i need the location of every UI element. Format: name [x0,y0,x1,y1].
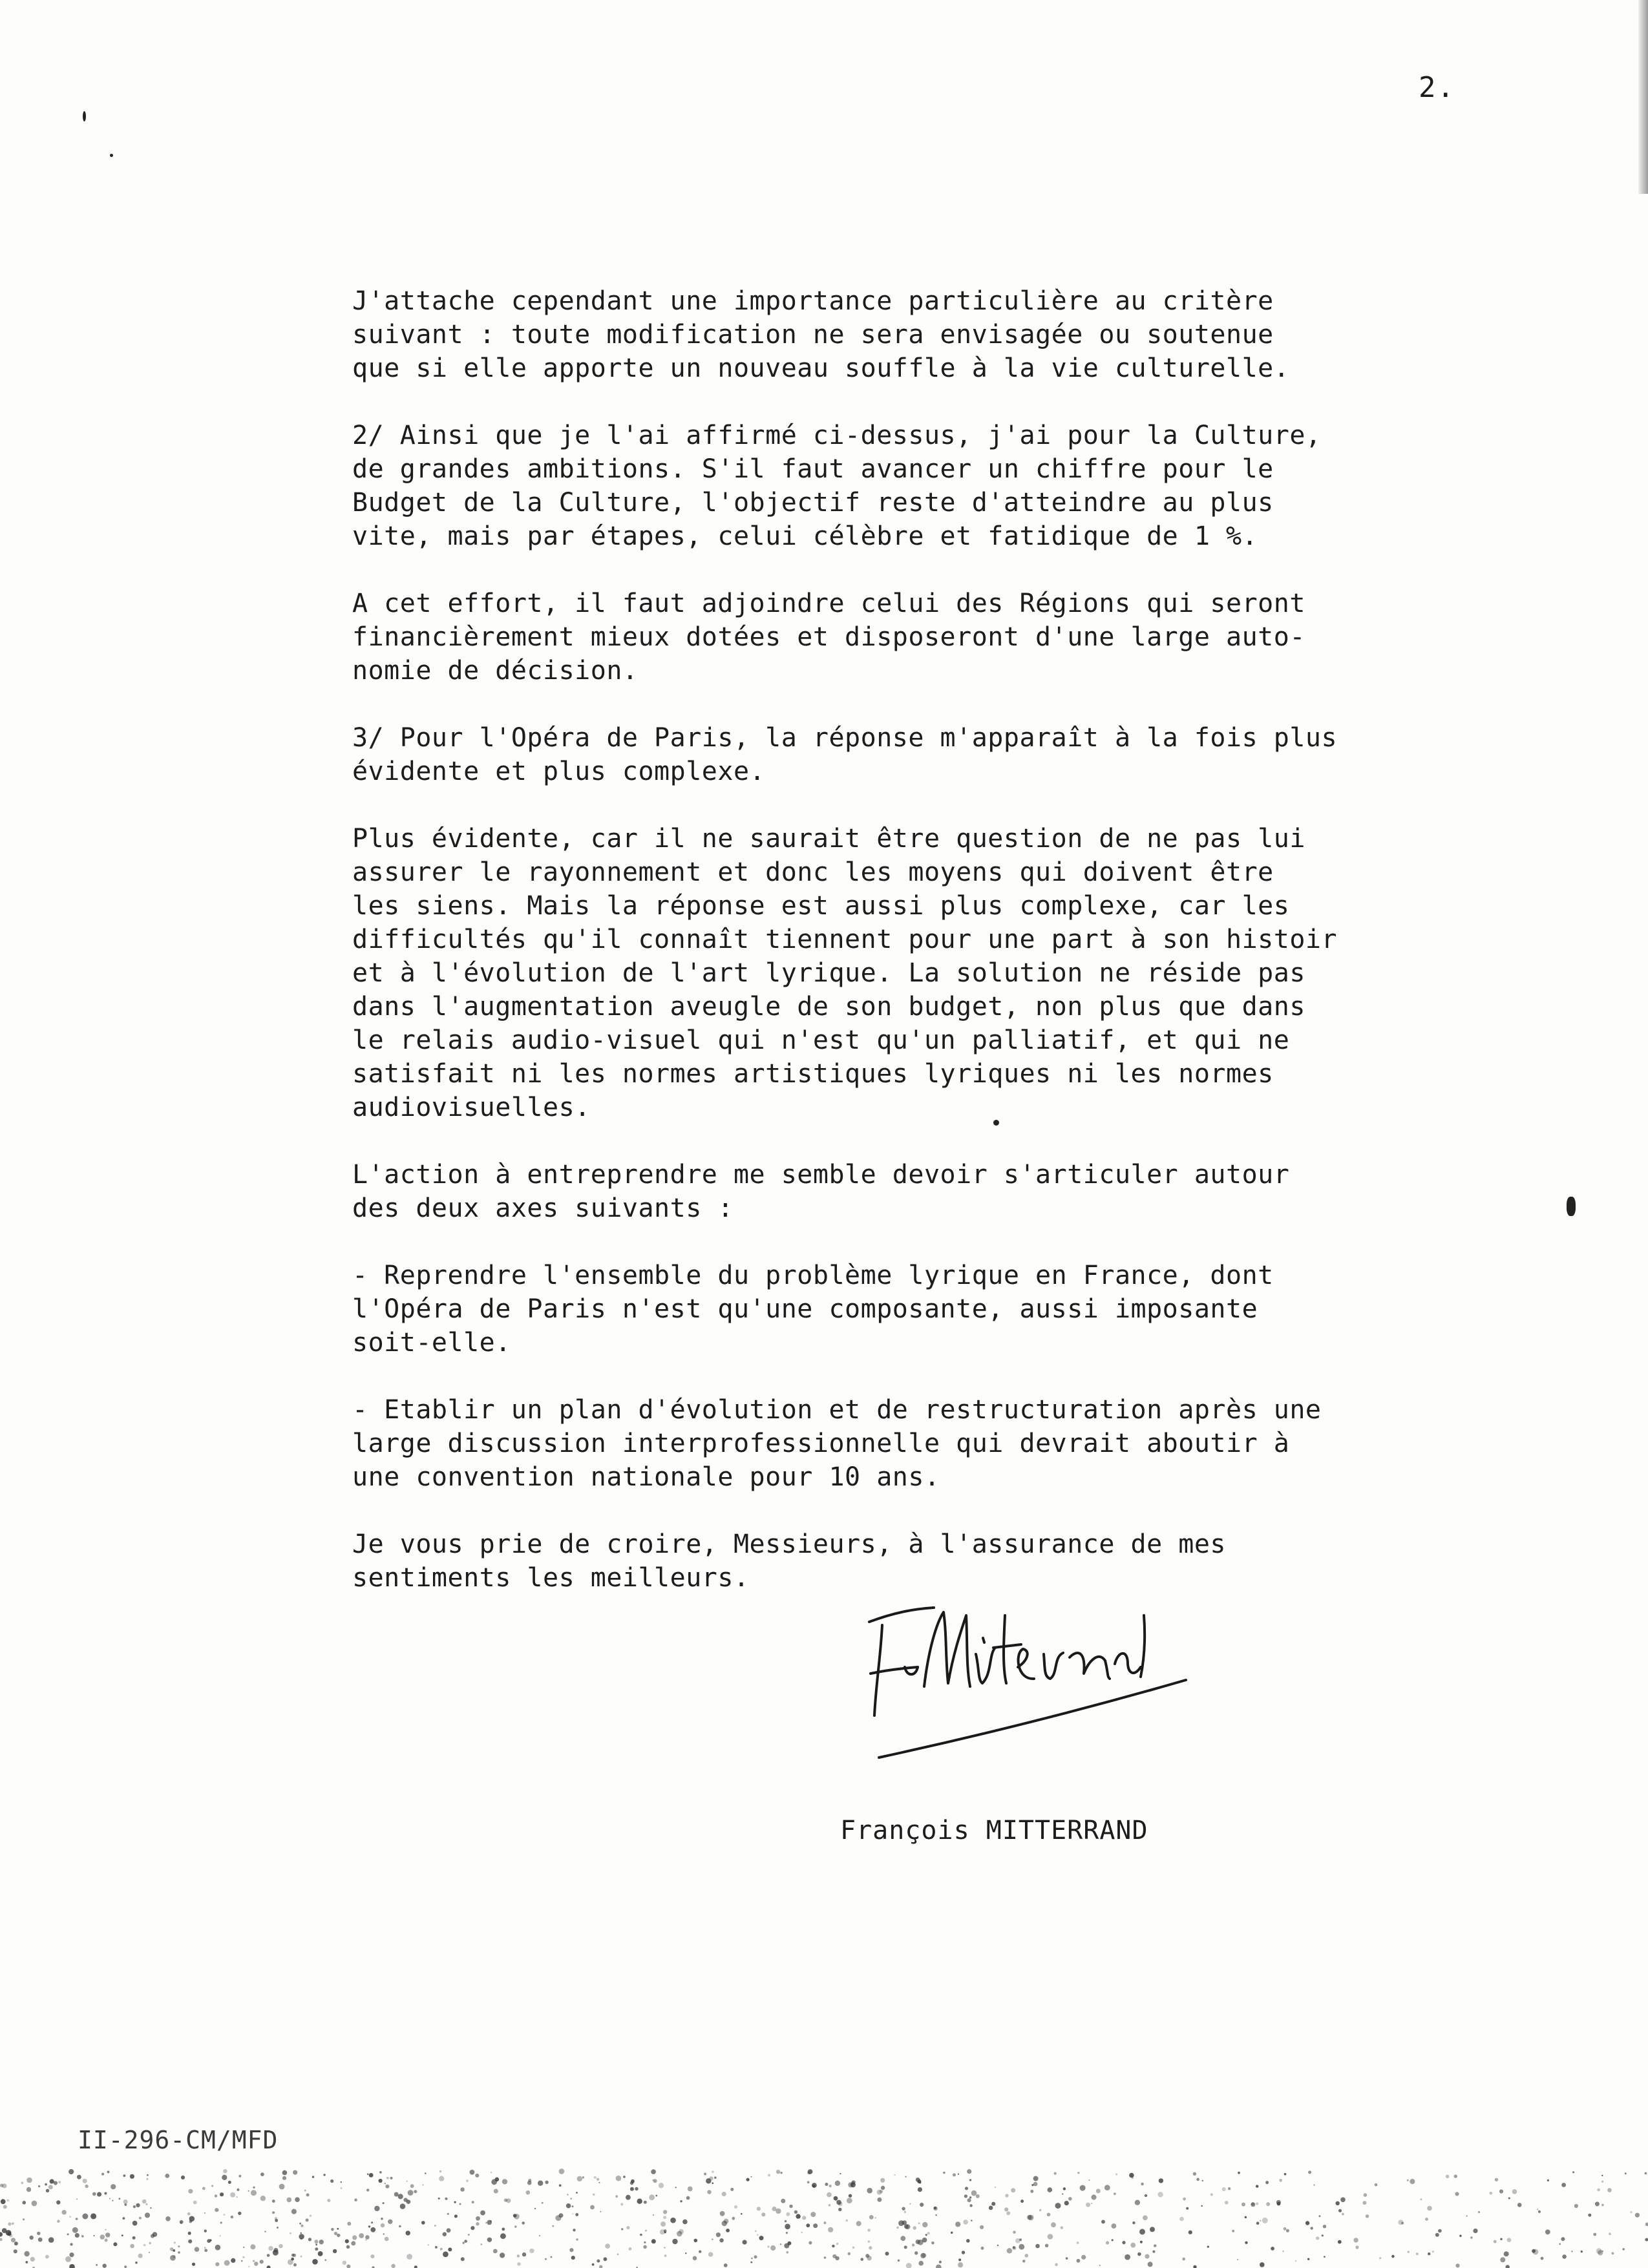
handwritten-signature [856,1577,1218,1770]
text-line: Je vous prie de croire, Messieurs, à l'assurance de mes [352,1529,1227,1559]
text-line: évidente et plus complexe. [352,757,766,786]
letter-paragraph [352,721,1567,788]
document-reference: II-296-CM/MFD [78,2126,279,2154]
text-line: J'attache cependant une importance particulière au critère [352,286,1274,316]
text-line: que si elle apporte un nouveau souffle à la vie culturelle. [352,353,1290,383]
text-line: Budget de la Culture, l'objectif reste d'atteindre au plus [352,488,1274,518]
text-line: audiovisuelles. [352,1093,591,1122]
text-line: et à l'évolution de l'art lyrique. La solution ne réside pas [352,958,1305,988]
text-line: large discussion interprofessionnelle qui devrait aboutir à [352,1429,1290,1458]
text-line: difficultés qu'il connaît tiennent pour une part à son histoir [352,925,1338,954]
page-number: 2. [1419,71,1455,104]
letter-paragraph [352,822,1567,1124]
scan-edge-shadow [1638,0,1648,194]
text-line: Plus évidente, car il ne saurait être question de ne pas lui [352,824,1305,854]
text-line: financièrement mieux dotées et disposeront d'une large auto- [352,622,1305,652]
text-line: 3/ Pour l'Opéra de Paris, la réponse m'apparaît à la fois plus [352,723,1338,753]
letter-paragraph [352,1393,1567,1494]
text-line: sentiments les meilleurs. [352,1563,750,1593]
letter-paragraph [352,1259,1567,1360]
text-line: l'Opéra de Paris n'est qu'une composante, aussi imposante [352,1294,1258,1324]
text-line: assurer le rayonnement et donc les moyens qui doivent être [352,857,1274,887]
text-line: - Etablir un plan d'évolution et de restructuration après une [352,1395,1322,1425]
text-line: L'action à entreprendre me semble devoir s'articuler autour [352,1160,1290,1190]
signatory-name: François MITTERRAND [840,1816,1148,1845]
text-line: des deux axes suivants : [352,1193,734,1223]
text-line: de grandes ambitions. S'il faut avancer un chiffre pour le [352,454,1274,484]
text-line: 2/ Ainsi que je l'ai affirmé ci-dessus, j'ai pour la Culture, [352,421,1322,450]
letter-paragraph [352,284,1567,385]
text-line: soit-elle. [352,1328,511,1358]
text-line: satisfait ni les normes artistiques lyriques ni les normes [352,1059,1274,1089]
text-line: vite, mais par étapes, celui célèbre et fatidique de 1 %. [352,521,1258,551]
text-line: suivant : toute modification ne sera envisagée ou soutenue [352,320,1274,350]
text-line: le relais audio-visuel qui n'est qu'un palliatif, et qui ne [352,1025,1290,1055]
text-line: une convention nationale pour 10 ans. [352,1462,940,1492]
letter-body [352,284,1567,1628]
text-line: dans l'augmentation aveugle de son budget, non plus que dans [352,992,1305,1022]
text-line: les siens. Mais la réponse est aussi plus complexe, car les [352,891,1290,921]
scan-speck [1567,1197,1576,1216]
scan-speck [110,154,113,157]
scan-bottom-noise [0,2132,1648,2268]
letter-paragraph [352,419,1567,553]
scan-speck [83,111,86,121]
letter-paragraph [352,587,1567,688]
text-line: nomie de décision. [352,656,639,686]
text-line: - Reprendre l'ensemble du problème lyrique en France, dont [352,1261,1274,1290]
letter-paragraph [352,1158,1567,1225]
text-line: A cet effort, il faut adjoindre celui des Régions qui seront [352,589,1305,618]
